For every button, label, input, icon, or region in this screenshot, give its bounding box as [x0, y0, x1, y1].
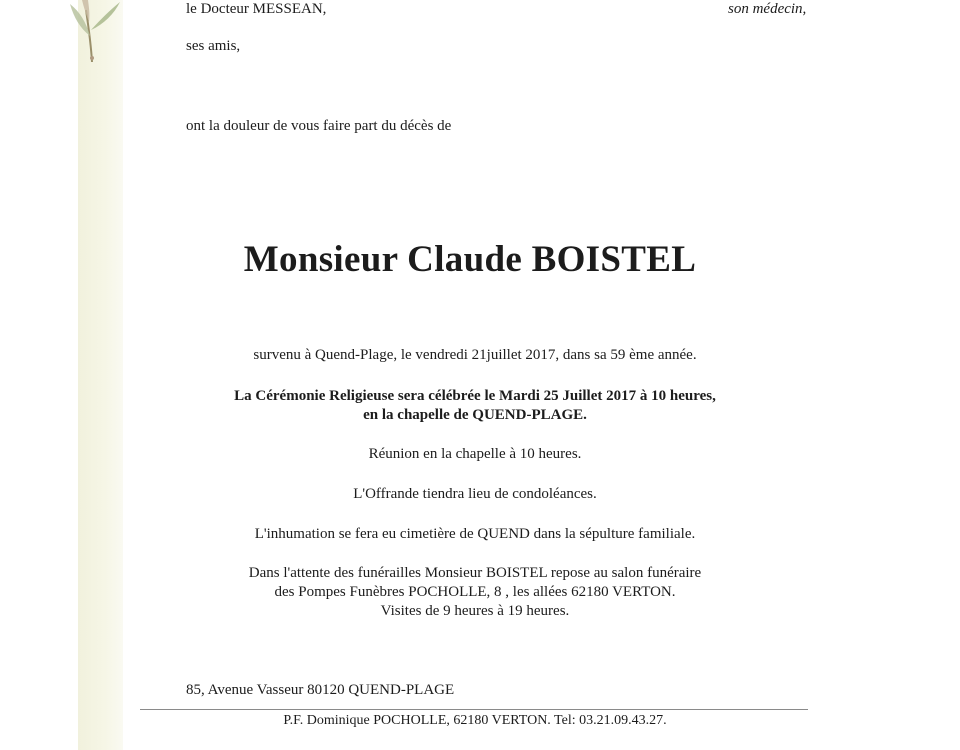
decorative-side-band: [78, 0, 123, 750]
family-address: 85, Avenue Vasseur 80120 QUEND-PLAGE: [186, 682, 455, 698]
doctor-role: son médecin,: [728, 1, 807, 17]
ceremony-line-2: en la chapelle de QUEND-PLAGE.: [363, 407, 587, 423]
announcement-line: ont la douleur de vous faire part du décès de: [186, 118, 452, 134]
visits-line: Visites de 9 heures à 19 heures.: [380, 603, 570, 619]
reunion-line: Réunion en la chapelle à 10 heures.: [368, 446, 582, 462]
ceremony-line-1: La Cérémonie Religieuse sera célébrée le Mardi 25 Juillet 2017 à 10 heures,: [234, 388, 716, 404]
doctor-line: le Docteur MESSEAN,: [186, 1, 327, 17]
death-details: survenu à Quend-Plage, le vendredi 21juillet 2017, dans sa 59 ème année.: [253, 347, 697, 363]
offering-line: L'Offrande tiendra lieu de condoléances.: [353, 486, 597, 502]
deceased-name: Monsieur Claude BOISTEL: [243, 239, 697, 280]
footer-divider: [140, 709, 808, 710]
burial-line: L'inhumation se fera eu cimetière de QUEND dans la sépulture familiale.: [254, 526, 696, 542]
rest-line-2: des Pompes Funèbres POCHOLLE, 8 , les allées 62180 VERTON.: [274, 584, 676, 600]
funeral-home-footer: P.F. Dominique POCHOLLE, 62180 VERTON. Tel: 03.21.09.43.27.: [283, 713, 667, 728]
friends-line: ses amis,: [186, 38, 241, 54]
flower-sprig-icon: [62, 0, 132, 70]
rest-line-1: Dans l'attente des funérailles Monsieur BOISTEL repose au salon funéraire: [248, 565, 702, 581]
